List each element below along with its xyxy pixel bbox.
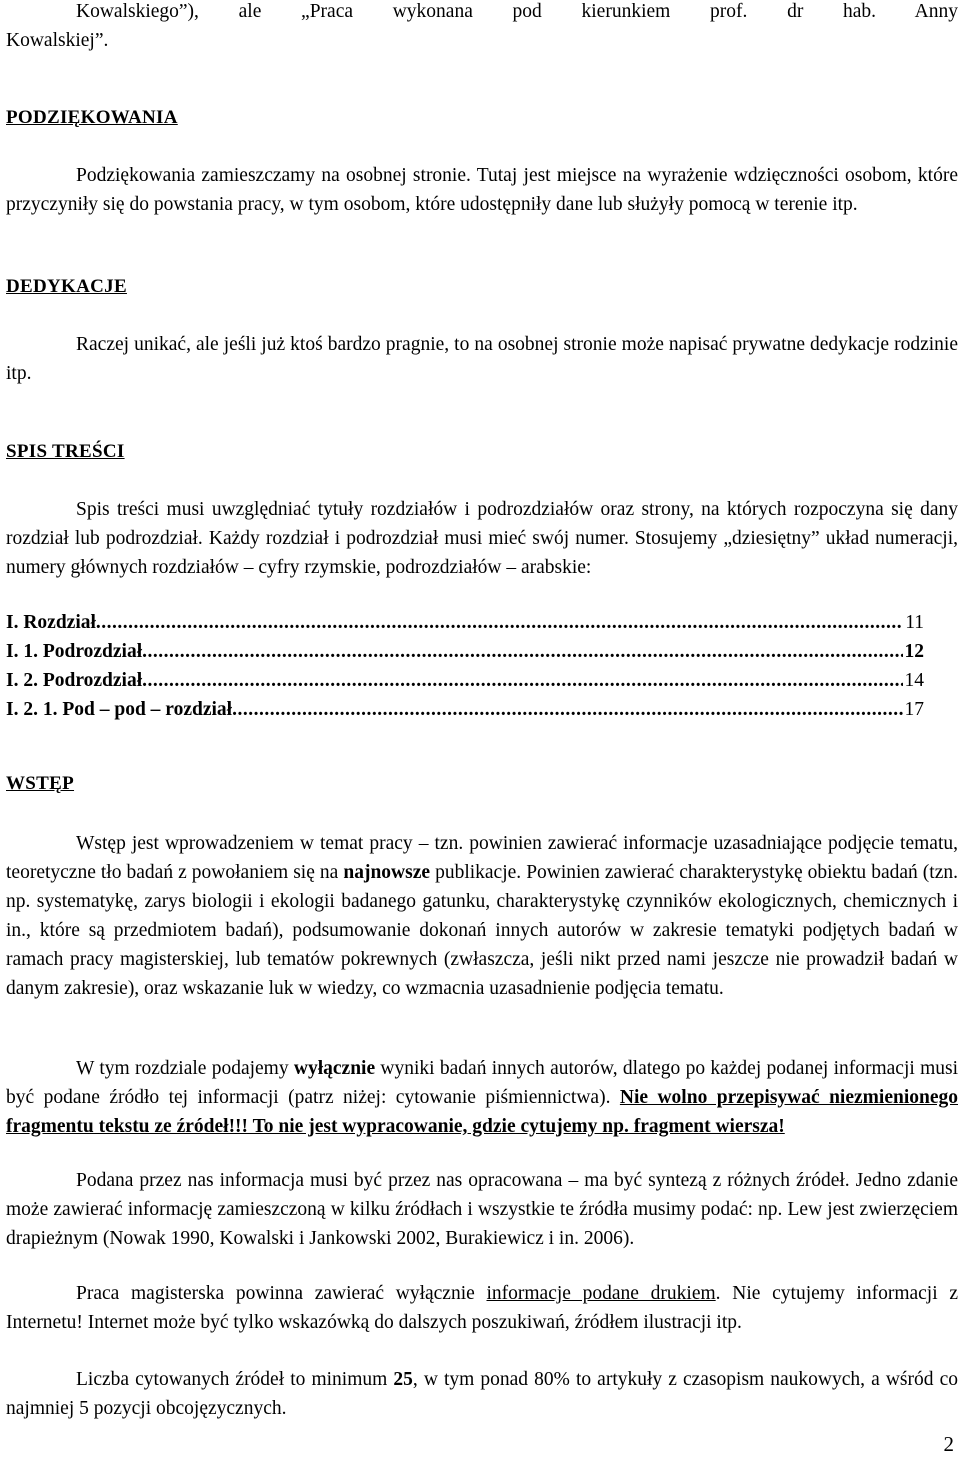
toc-entry [6,666,924,695]
toc-entry-title: I. 2. Podrozdział [6,670,143,691]
wstep-p4-underlined: informacje podane drukiem [486,1283,716,1304]
wstep-paragraph-2 [6,1054,958,1141]
toc-entry [6,608,924,637]
wstep-p5-bold: 25 [393,1369,413,1390]
wstep-p1-bold: najnowsze [343,862,431,883]
wstep-p5-text-c: , w tym ponad 80% to artykuły z czasopism naukowych, a wśród co najmniej 5 pozycji obcojęzycznych. [6,1369,958,1419]
wstep-paragraph-5 [6,1365,958,1423]
top-fragment-line1: Kowalskiego”), ale „Praca wykonana pod kierunkiem prof. dr hab. Anny [76,1,958,22]
wstep-p5-text-a: Liczba cytowanych źródeł to minimum [76,1369,394,1390]
toc-entry-page: 12 [904,641,924,662]
toc-entry [6,695,924,724]
top-fragment-line2: Kowalskiej”. [6,30,109,51]
wstep-paragraph-1 [6,829,958,1003]
wstep-p4-text-a: Praca magisterska powinna zawierać wyłącznie [76,1283,487,1304]
spis-tresci-text: Spis treści musi uwzględniać tytuły rozdziałów i podrozdziałów oraz strony, na których rozpoczyna się dany rozdział lub podrozdział. Każdy rozdział i podrozdział musi mieć swój numer. Stosujemy „dziesiętny” układ numeracji, numery głównych rozdziałów – cyfry rzymskie, podrozdziałów – arabskie: [6,499,958,578]
wstep-paragraph-4 [6,1279,958,1337]
wstep-p2-text-a: W tym rozdziale podajemy [76,1058,294,1079]
wstep-p1-text-a: Wstęp jest wprowadzeniem w temat pracy – tzn. powinien zawierać informacje uzasadniające podjęcie tematu, teoretyczne tło badań z powołaniem się na [6,833,958,883]
toc-leader-dots [142,666,902,695]
toc-entry [6,637,924,666]
heading-dedykacje: DEDYKACJE [6,276,127,297]
heading-spis-tresci: SPIS TREŚCI [6,441,125,462]
wstep-p2-bold: wyłącznie [293,1058,376,1079]
toc-entry-title: I. 2. 1. Pod – pod – rozdział [6,699,233,720]
wstep-paragraph-3: Podana przez nas informacja musi być przez nas opracowana – ma być syntezą z różnych źródeł. Jedno zdanie może zawierać informację zamieszczoną w kilku źródłach i wszystkie te źródła musimy podać: np. Lew jest zwierzęciem drapieżnym (Nowak 1990, Kowalski i Jankowski 2002, Burakiewicz i in. 2006). [6,1170,958,1249]
wstep-p4-text-c: . Nie cytujemy informacji z Internetu! Internet może być tylko wskazówką do dalszych poszukiwań, źródłem ilustracji itp. [6,1283,959,1333]
toc-leader-dots [232,695,902,724]
toc-entry-page: 17 [904,699,924,720]
dedykacje-text: Raczej unikać, ale jeśli już ktoś bardzo pragnie, to na osobnej stronie może napisać prywatne dedykacje rodzinie itp. [6,334,958,384]
page-number: 2 [943,1432,954,1456]
toc-leader-dots [142,637,902,666]
toc-entry-title: I. 1. Podrozdział [6,641,143,662]
wstep-p2-warning: Nie wolno przepisywać niezmienionego fragmentu tekstu ze źródeł!!! To nie jest wypracowanie, gdzie cytujemy np. fragment wiersza! [6,1087,958,1137]
heading-wstep: WSTĘP [6,773,75,794]
toc-entry-title: I. Rozdział [6,612,96,633]
table-of-contents [6,608,924,724]
podziekowania-text: Podziękowania zamieszczamy na osobnej stronie. Tutaj jest miejsce na wyrażenie wdzięczności osobom, które przyczyniły się do powstania pracy, w tym osobom, które udostępniły dane lub służyły pomocą w terenie itp. [6,165,958,215]
wstep-p2-text-c: wyniki badań innych autorów, dlatego po każdej podanej informacji musi być podane źródło tej informacji (patrz niżej: cytowanie piśmiennictwa). [6,1058,958,1108]
toc-entry-page: 14 [904,670,924,691]
toc-leader-dots [96,608,903,637]
wstep-p1-text-c: publikacje. Powinien zawierać charakterystykę obiektu badań (tzn. np. systematykę, zarys biologii i ekologii badanego gatunku, charakterystykę czynników ekologicznych, chemicznych i in., które są przedmiotem badań), podsumowanie dokonań innych autorów w zakresie tematyki podjętych badań w ramach pracy magisterskiej, lub tematów pokrewnych (zwłaszcza, jeśli nikt przed nami jeszcze nie prowadził badań w danym zakresie), oraz wskazanie luk w wiedzy, co wzmacnia uzasadnienie podjęcia tematu. [6,862,958,999]
heading-podziekowania: PODZIĘKOWANIA [6,107,178,128]
toc-entry-page: 11 [905,612,924,633]
